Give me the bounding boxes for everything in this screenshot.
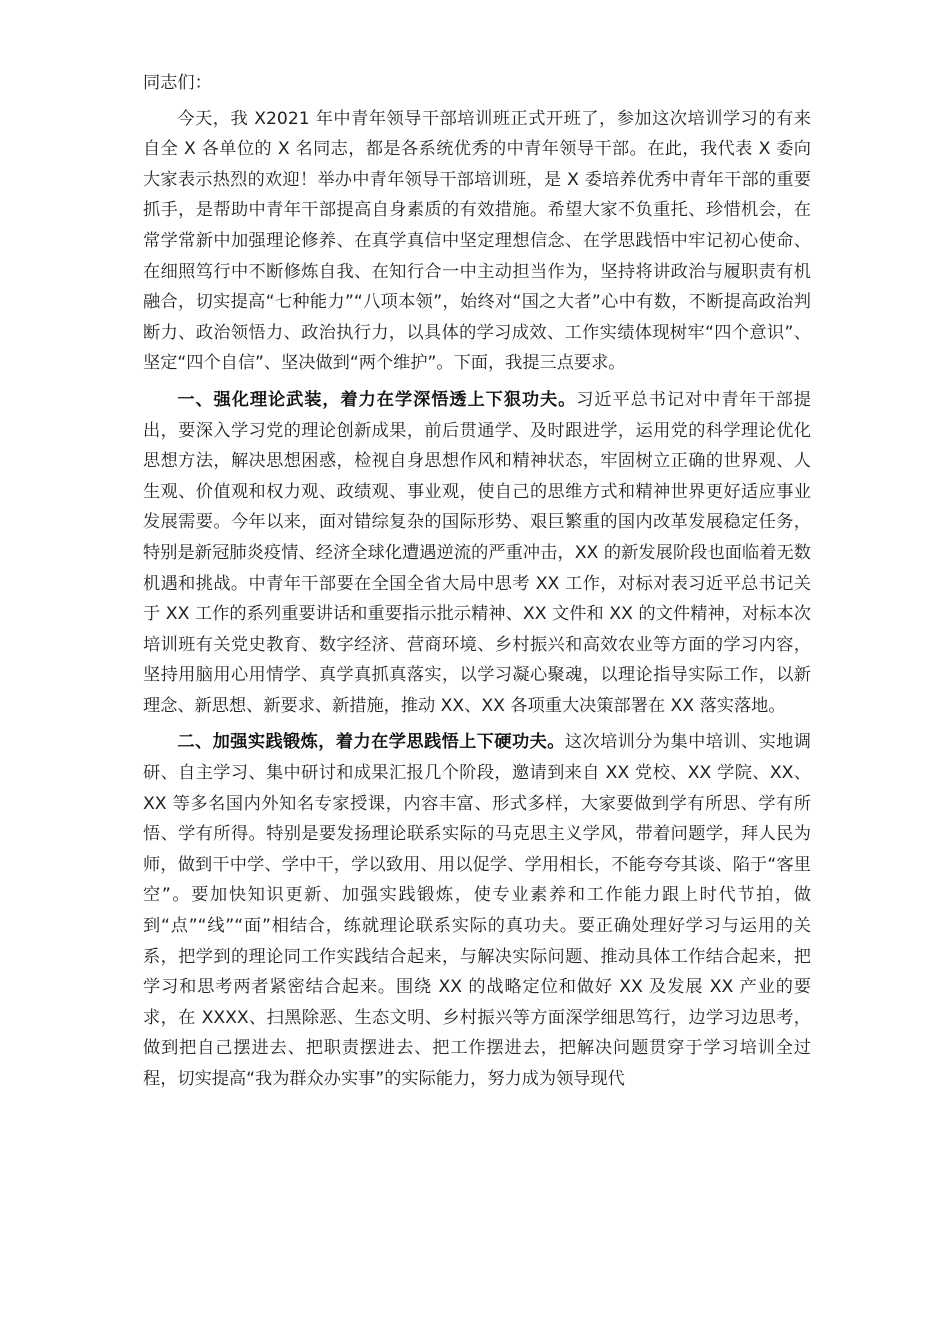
salutation: 同志们：	[143, 73, 212, 93]
paragraph-opening	[143, 104, 811, 379]
paragraph-body: 这次培训分为集中培训、实地调研、自主学习、集中研讨和成果汇报几个阶段，邀请到来自 XX 党校、XX 学院、XX、XX 等多名国内外知名专家授课，内容丰富、形式多样，大家要做到学有所思、学有所悟、学有所得。特别是要发扬理论联系实际的马克思主义学风，带着问题学，拜人民为师，做到干中学、学中干，学以致用、用以促学、学用相长，不能夸夸其谈、陷于“客里空”。要加快知识更新、加强实践锻炼，使专业素养和工作能力跟上时代节拍，做到“点”“线”“面”相结合，练就理论联系实际的真功夫。要正确处理好学习与运用的关系，把学到的理论同工作实践结合起来，与解决实际问题、推动具体工作结合起来，把学习和思考两者紧密结合起来。围绕 XX 的战略定位和做好 XX 及发展 XX 产业的要求，在 XXXX、扫黑除恶、生态文明、乡村振兴等方面深学细思笃行，边学习边思考，做到把自己摆进去、把职责摆进去、把工作摆进去，把解决问题贯穿于学习培训全过程，切实提高“我为群众办实事”的实际能力，努力成为领导现代	[143, 732, 811, 1089]
paragraph-heading: 二、加强实践锻炼，着力在学思践悟上下硬功夫。	[177, 732, 565, 753]
document-page	[143, 68, 811, 1101]
paragraph-body: 习近平总书记对中青年干部提出，要深入学习党的理论创新成果，前后贯通学、及时跟进学，运用党的科学理论优化思想方法，解决思想困惑，检视自身思想作风和精神状态，牢固树立正确的世界观、人生观、价值观和权力观、政绩观、事业观，使自己的思维方式和精神世界更好适应事业发展需要。今年以来，面对错综复杂的国际形势、艰巨繁重的国内改革发展稳定任务，特别是新冠肺炎疫情、经济全球化遭遇逆流的严重冲击，XX 的新发展阶段也面临着无数机遇和挑战。中青年干部要在全国全省大局中思考 XX 工作，对标对表习近平总书记关于 XX 工作的系列重要讲话和重要指示批示精神、XX 文件和 XX 的文件精神，对标本次培训班有关党史教育、数字经济、营商环境、乡村振兴和高效农业等方面的学习内容，坚持用脑用心用情学、真学真抓真落实，以学习凝心聚魂，以理论指导实际工作，以新理念、新思想、新要求、新措施，推动 XX、XX 各项重大决策部署在 XX 落实落地。	[143, 389, 811, 716]
paragraph-point-two	[143, 727, 811, 1094]
paragraph-body: 今天，我 X2021 年中青年领导干部培训班正式开班了，参加这次培训学习的有来自全 X 各单位的 X 名同志，都是各系统优秀的中青年领导干部。在此，我代表 X 委向大家表示热烈的欢迎！举办中青年领导干部培训班，是 X 委培养优秀中青年干部的重要抓手，是帮助中青年干部提高自身素质的有效措施。希望大家不负重托、珍惜机会，在常学常新中加强理论修养、在真学真信中坚定理想信念、在学思践悟中牢记初心使命、在细照笃行中不断修炼自我、在知行合一中主动担当作为，坚持将讲政治与履职责有机融合，切实提高“七种能力”“八项本领”，始终对“国之大者”心中有数，不断提高政治判断力、政治领悟力、政治执行力，以具体的学习成效、工作实绩体现树牢“四个意识”、坚定“四个自信”、坚决做到“两个维护”。下面，我提三点要求。	[143, 108, 811, 374]
paragraph-heading: 一、强化理论武装，着力在学深悟透上下狠功夫。	[177, 389, 577, 410]
paragraph-point-one	[143, 385, 811, 722]
